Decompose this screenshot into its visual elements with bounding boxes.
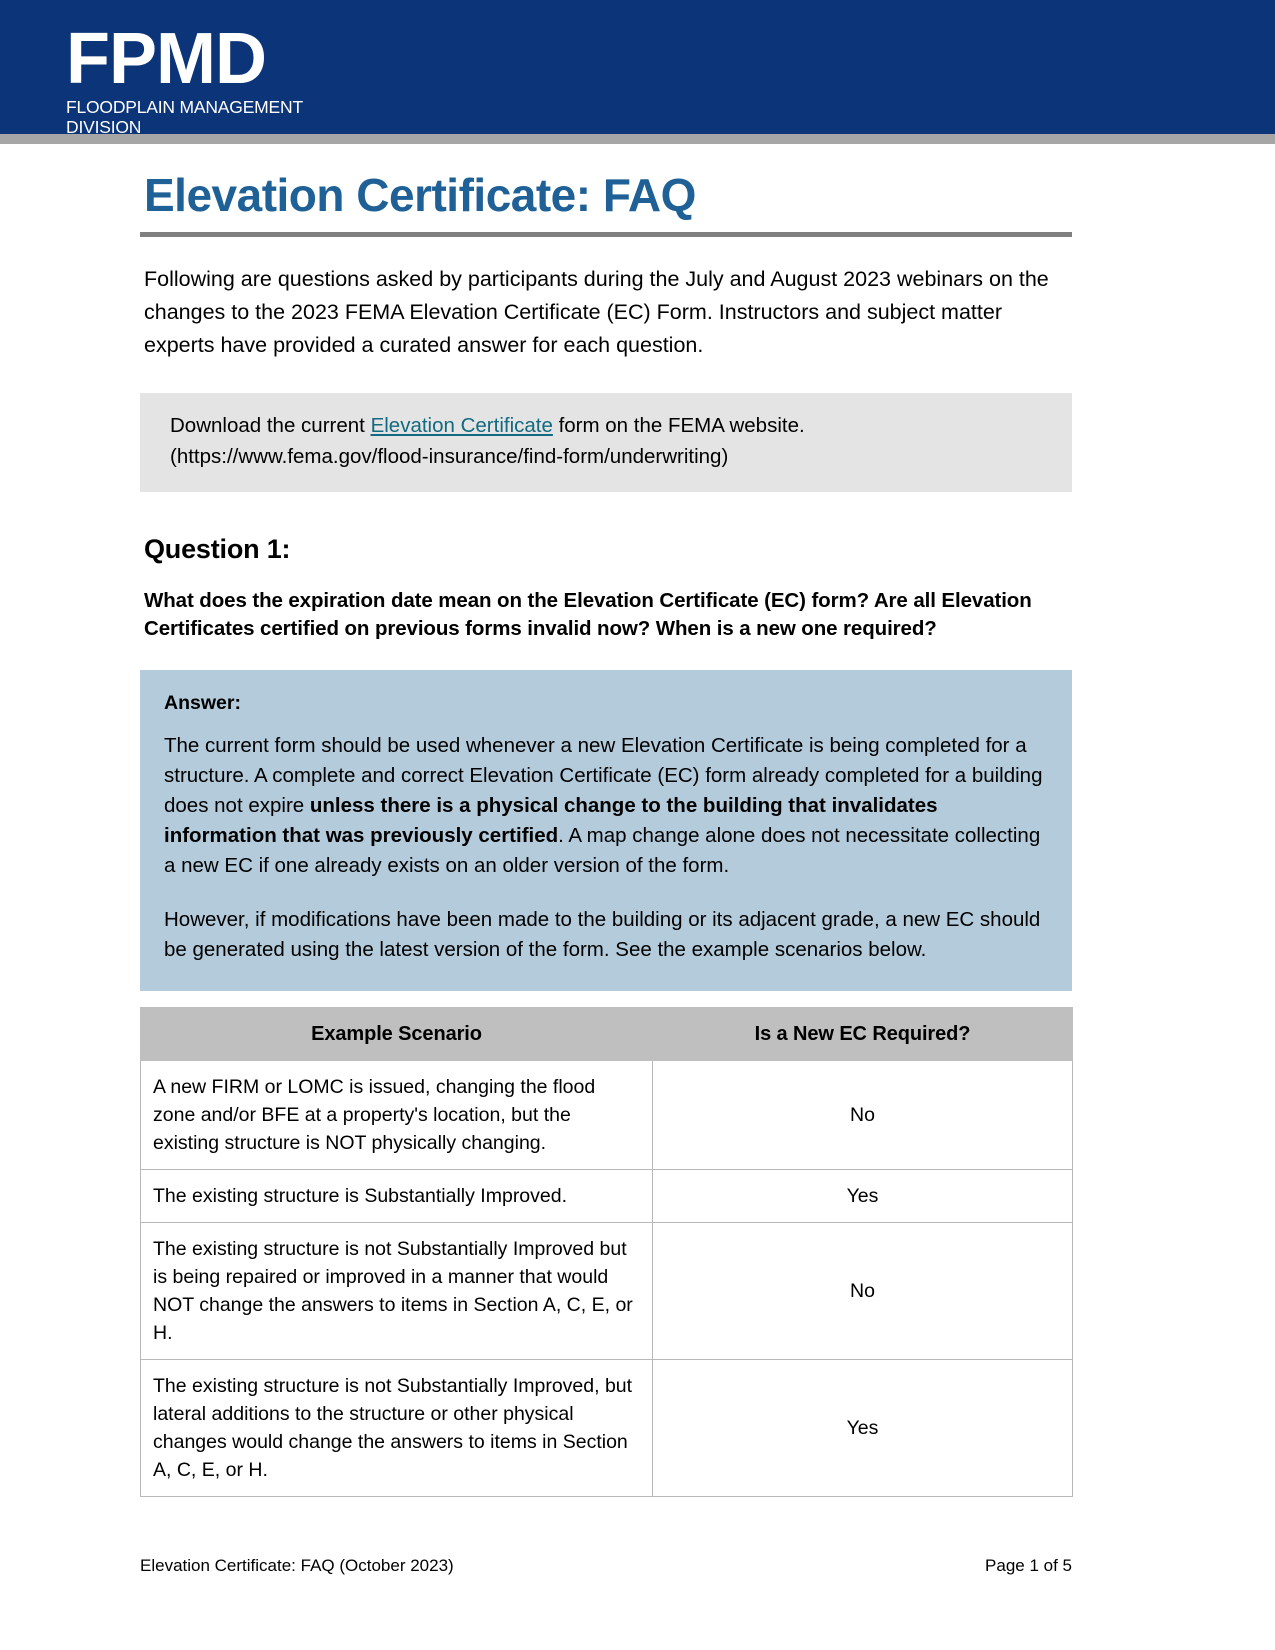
verdict-cell: Yes bbox=[653, 1170, 1073, 1223]
footer-document-label: Elevation Certificate: FAQ (October 2023) bbox=[140, 1556, 454, 1575]
table-body bbox=[141, 1061, 1073, 1497]
scenario-cell: A new FIRM or LOMC is issued, changing the flood zone and/or BFE at a property's location, but the existing structure is NOT physically changing. bbox=[141, 1061, 653, 1170]
answer-text-part-2: . A map change alone does not necessitate collecting a new EC if one already exists on an older version of the form. bbox=[164, 824, 1041, 877]
table-row bbox=[141, 1061, 1073, 1170]
answer-label: Answer: bbox=[164, 692, 241, 714]
question-heading: Question 1: bbox=[144, 534, 291, 564]
intro-paragraph: Following are questions asked by participants during the July and August 2023 webinars on the changes to the 2023 FEMA Elevation Certificate (EC) Form. Instructors and subject matter experts have provided a curated answer for each question. bbox=[144, 267, 1049, 357]
callout-text-before: Download the current bbox=[170, 414, 371, 437]
page-footer bbox=[140, 1556, 1072, 1576]
callout-line-1 bbox=[170, 410, 1042, 441]
answer-paragraph-2: However, if modifications have been made to the building or its adjacent grade, a new EC should be generated using the latest version of the form. See the example scenarios below. bbox=[164, 908, 1041, 961]
column-header-scenario: Example Scenario bbox=[141, 1008, 653, 1061]
download-callout bbox=[140, 393, 1072, 492]
column-header-verdict: Is a New EC Required? bbox=[653, 1008, 1073, 1061]
scenario-cell: The existing structure is Substantially Improved. bbox=[141, 1170, 653, 1223]
logo-wordmark: FPMD bbox=[66, 19, 266, 99]
verdict-cell: No bbox=[653, 1061, 1073, 1170]
callout-line-2: (https://www.fema.gov/flood-insurance/find-form/underwriting) bbox=[170, 445, 729, 468]
table-row bbox=[141, 1360, 1073, 1497]
table-row bbox=[141, 1170, 1073, 1223]
logo-tagline: FLOODPLAIN MANAGEMENT DIVISION bbox=[66, 97, 303, 137]
answer-box bbox=[140, 670, 1072, 991]
answer-paragraph-1 bbox=[164, 731, 1046, 881]
scenario-cell: The existing structure is not Substantially Improved but is being repaired or improved in a manner that would NOT change the answers to items in Section A, C, E, or H. bbox=[141, 1223, 653, 1360]
page-title: Elevation Certificate: FAQ bbox=[144, 169, 696, 221]
title-divider bbox=[140, 232, 1072, 237]
verdict-cell: No bbox=[653, 1223, 1073, 1360]
elevation-certificate-link[interactable]: Elevation Certificate bbox=[370, 414, 553, 437]
footer-page-number: Page 1 of 5 bbox=[985, 1556, 1072, 1575]
answer-text-part-1: The current form should be used whenever a new Elevation Certificate is being completed for a structure. A complete and correct Elevation Certificate (EC) form already completed for a building does not expire bbox=[164, 734, 1043, 817]
answer-emphasis: unless there is a physical change to the building that invalidates information that was previously certified bbox=[164, 794, 938, 847]
fpmd-logo bbox=[66, 19, 356, 137]
scenario-cell: The existing structure is not Substantially Improved, but lateral additions to the structure or other physical changes would change the answers to items in Section A, C, E, or H. bbox=[141, 1360, 653, 1497]
scenario-table bbox=[140, 1007, 1073, 1497]
table-row bbox=[141, 1223, 1073, 1360]
question-text: What does the expiration date mean on the Elevation Certificate (EC) form? Are all Elevation Certificates certified on previous forms invalid now? When is a new one required? bbox=[144, 589, 1032, 640]
table-header-row bbox=[141, 1008, 1073, 1061]
callout-text-after: form on the FEMA website. bbox=[552, 414, 805, 437]
verdict-cell: Yes bbox=[653, 1360, 1073, 1497]
document-content bbox=[140, 168, 1072, 1497]
